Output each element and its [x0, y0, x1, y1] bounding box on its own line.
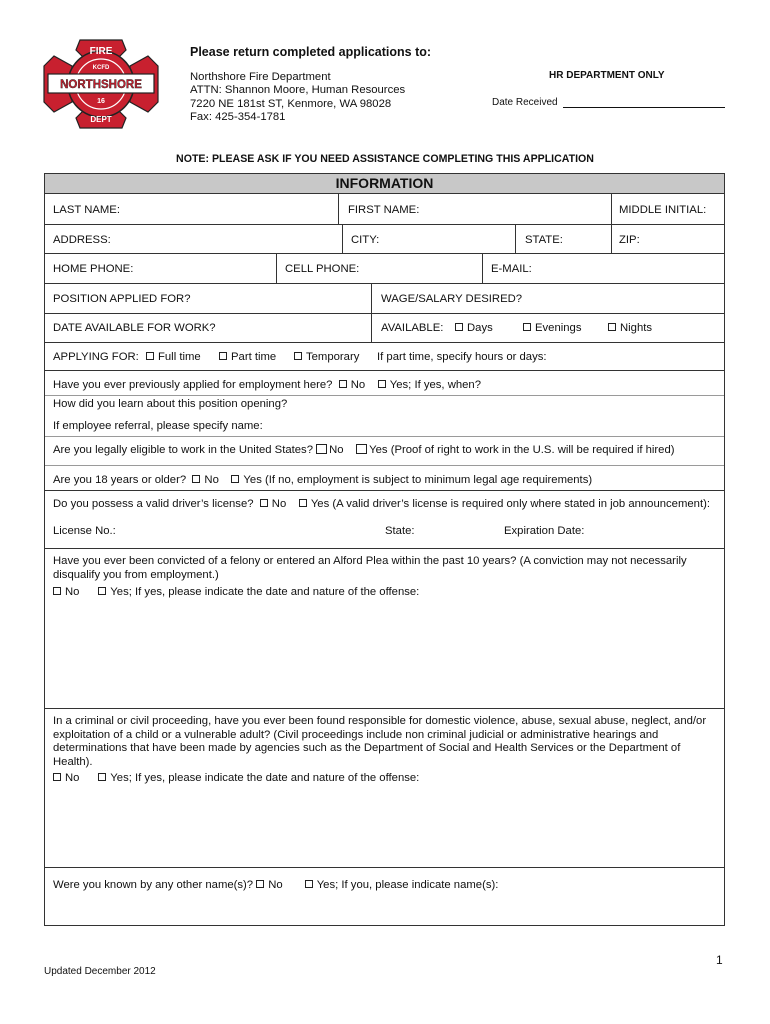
other-names-text: Were you known by any other name(s)?: [53, 879, 254, 891]
divider: [45, 548, 724, 549]
eligibility-question: [53, 444, 675, 456]
divider: [45, 253, 724, 254]
state-field[interactable]: STATE:: [525, 234, 563, 246]
other-names-no-checkbox[interactable]: [256, 880, 264, 888]
license-number-field[interactable]: License No.:: [53, 525, 116, 537]
other-names-question: [53, 879, 498, 891]
eligible-yes-checkbox[interactable]: [356, 444, 367, 454]
felony-options: [53, 586, 419, 598]
address-line: Fax: 425-354-1781: [190, 111, 286, 124]
age-text: Are you 18 years or older?: [53, 474, 187, 486]
applied-before-no-checkbox[interactable]: [339, 380, 347, 388]
home-phone-field[interactable]: HOME PHONE:: [53, 263, 134, 275]
divider: [342, 224, 343, 253]
temporary-option[interactable]: [294, 351, 359, 363]
city-field[interactable]: CITY:: [351, 234, 380, 246]
temporary-label: Temporary: [306, 351, 360, 363]
yes-label: Yes (A valid driver’s license is required only where stated in job announcement):: [310, 498, 710, 510]
license-expiration-field[interactable]: Expiration Date:: [504, 525, 585, 537]
address-field[interactable]: ADDRESS:: [53, 234, 111, 246]
yes-label: Yes (If no, employment is subject to minimum legal age requirements): [243, 474, 593, 486]
mailing-address: [190, 71, 405, 125]
age-no-checkbox[interactable]: [192, 475, 200, 483]
yes-label: Yes (Proof of right to work in the U.S. will be required if hired): [369, 444, 675, 456]
email-field[interactable]: E-MAIL:: [491, 263, 532, 275]
return-title: Please return completed applications to:: [190, 45, 432, 59]
no-label: No: [329, 444, 344, 456]
yes-label: Yes; If yes, please indicate the date and nature of the offense:: [110, 772, 420, 784]
fire-department-logo: [42, 38, 160, 130]
applied-before-yes-checkbox[interactable]: [378, 380, 386, 388]
age-yes-checkbox[interactable]: [231, 475, 239, 483]
license-state-field[interactable]: State:: [385, 525, 415, 537]
yes-label: Yes; If you, please indicate name(s):: [316, 879, 499, 891]
divider: [45, 490, 724, 491]
no-label: No: [350, 379, 366, 391]
felony-question: Have you ever been convicted of a felony or entered an Alford Plea within the past 10 years? (A conviction may not necessarily disqualify you from employment.): [53, 555, 687, 581]
felony-yes-checkbox[interactable]: [98, 587, 106, 595]
license-text: Do you possess a valid driver’s license?: [53, 498, 254, 510]
svg-text:16: 16: [97, 98, 105, 105]
yes-label: Yes; If yes, please indicate the date and nature of the offense:: [110, 586, 420, 598]
divider: [276, 253, 277, 283]
license-question: [53, 498, 710, 510]
svg-text:NORTHSHORE: NORTHSHORE: [60, 79, 142, 91]
full-time-option[interactable]: [146, 351, 201, 363]
hr-only-label: HR DEPARTMENT ONLY: [549, 70, 665, 81]
age-question: [53, 474, 592, 486]
license-yes-checkbox[interactable]: [299, 499, 307, 507]
divider: [45, 708, 724, 709]
cell-phone-field[interactable]: CELL PHONE:: [285, 263, 360, 275]
divider: [45, 867, 724, 868]
svg-text:KCFD: KCFD: [92, 65, 110, 71]
first-name-field[interactable]: FIRST NAME:: [348, 204, 420, 216]
checkbox[interactable]: [608, 323, 616, 331]
applied-before-text: Have you ever previously applied for employment here?: [53, 379, 333, 391]
evenings-label: Evenings: [535, 322, 582, 334]
civil-options: [53, 772, 419, 784]
divider: [45, 436, 724, 437]
wage-field[interactable]: WAGE/SALARY DESIRED?: [381, 293, 523, 305]
assistance-note: NOTE: PLEASE ASK IF YOU NEED ASSISTANCE COMPLETING THIS APPLICATION: [176, 153, 594, 165]
divider: [45, 313, 724, 314]
no-label: No: [65, 586, 80, 598]
svg-text:DEPT: DEPT: [90, 115, 112, 124]
no-label: No: [65, 772, 80, 784]
referral-field[interactable]: If employee referral, please specify name:: [53, 420, 263, 432]
position-field[interactable]: POSITION APPLIED FOR?: [53, 293, 191, 305]
applied-before-question: [53, 379, 481, 391]
page-number: 1: [716, 953, 723, 967]
divider: [45, 283, 724, 284]
other-names-yes-checkbox[interactable]: [305, 880, 313, 888]
checkbox[interactable]: [219, 352, 227, 360]
no-label: No: [268, 879, 283, 891]
civil-no-checkbox[interactable]: [53, 773, 61, 781]
no-label: No: [204, 474, 219, 486]
civil-proceeding-question: In a criminal or civil proceeding, have you ever been found responsible for domestic violence, abuse, sexual abuse, neglect, and/or exploitation of a child or a vulnerable adult? (Civil proceedings include non criminal judicial or administrative hearings and determinations that have been made by agencies such as the Department of Social and Health Services or the Department of Health).: [53, 715, 707, 768]
date-available-field[interactable]: DATE AVAILABLE FOR WORK?: [53, 322, 216, 334]
divider: [45, 395, 724, 396]
date-received-label: Date Received: [492, 97, 558, 108]
part-time-hours-field[interactable]: If part time, specify hours or days:: [377, 351, 547, 363]
checkbox[interactable]: [523, 323, 531, 331]
divider: [482, 253, 483, 283]
civil-yes-checkbox[interactable]: [98, 773, 106, 781]
divider: [45, 465, 724, 466]
checkbox[interactable]: [294, 352, 302, 360]
nights-option[interactable]: [608, 322, 652, 334]
yes-label: Yes; If yes, when?: [389, 379, 482, 391]
zip-field[interactable]: ZIP:: [619, 234, 640, 246]
part-time-option[interactable]: [219, 351, 276, 363]
address-line: Northshore Fire Department: [190, 71, 331, 83]
full-time-label: Full time: [158, 351, 201, 363]
eligible-no-checkbox[interactable]: [316, 444, 327, 454]
section-title: INFORMATION: [45, 174, 724, 194]
available-label: AVAILABLE:: [381, 322, 444, 334]
days-label: Days: [467, 322, 493, 334]
information-form: [44, 173, 725, 926]
divider: [45, 370, 724, 371]
checkbox[interactable]: [146, 352, 154, 360]
felony-no-checkbox[interactable]: [53, 587, 61, 595]
last-name-field[interactable]: LAST NAME:: [53, 204, 120, 216]
divider: [45, 224, 724, 225]
nights-label: Nights: [620, 322, 653, 334]
middle-initial-field[interactable]: MIDDLE INITIAL:: [619, 204, 707, 216]
eligible-text: Are you legally eligible to work in the United States?: [53, 444, 313, 456]
svg-text:FIRE: FIRE: [89, 46, 113, 57]
updated-date: Updated December 2012: [44, 966, 156, 977]
divider: [45, 342, 724, 343]
divider: [338, 194, 339, 224]
license-no-checkbox[interactable]: [260, 499, 268, 507]
evenings-option[interactable]: [523, 322, 581, 334]
address-line: 7220 NE 181st ST, Kenmore, WA 98028: [190, 97, 392, 110]
days-option[interactable]: [455, 322, 493, 334]
divider: [515, 224, 516, 253]
address-line: ATTN: Shannon Moore, Human Resources: [190, 84, 406, 97]
part-time-label: Part time: [231, 351, 277, 363]
no-label: No: [271, 498, 287, 510]
checkbox[interactable]: [455, 323, 463, 331]
applying-for-label: APPLYING FOR:: [53, 351, 139, 363]
date-received-field[interactable]: [563, 107, 725, 108]
learn-about-field[interactable]: How did you learn about this position opening?: [53, 398, 288, 410]
